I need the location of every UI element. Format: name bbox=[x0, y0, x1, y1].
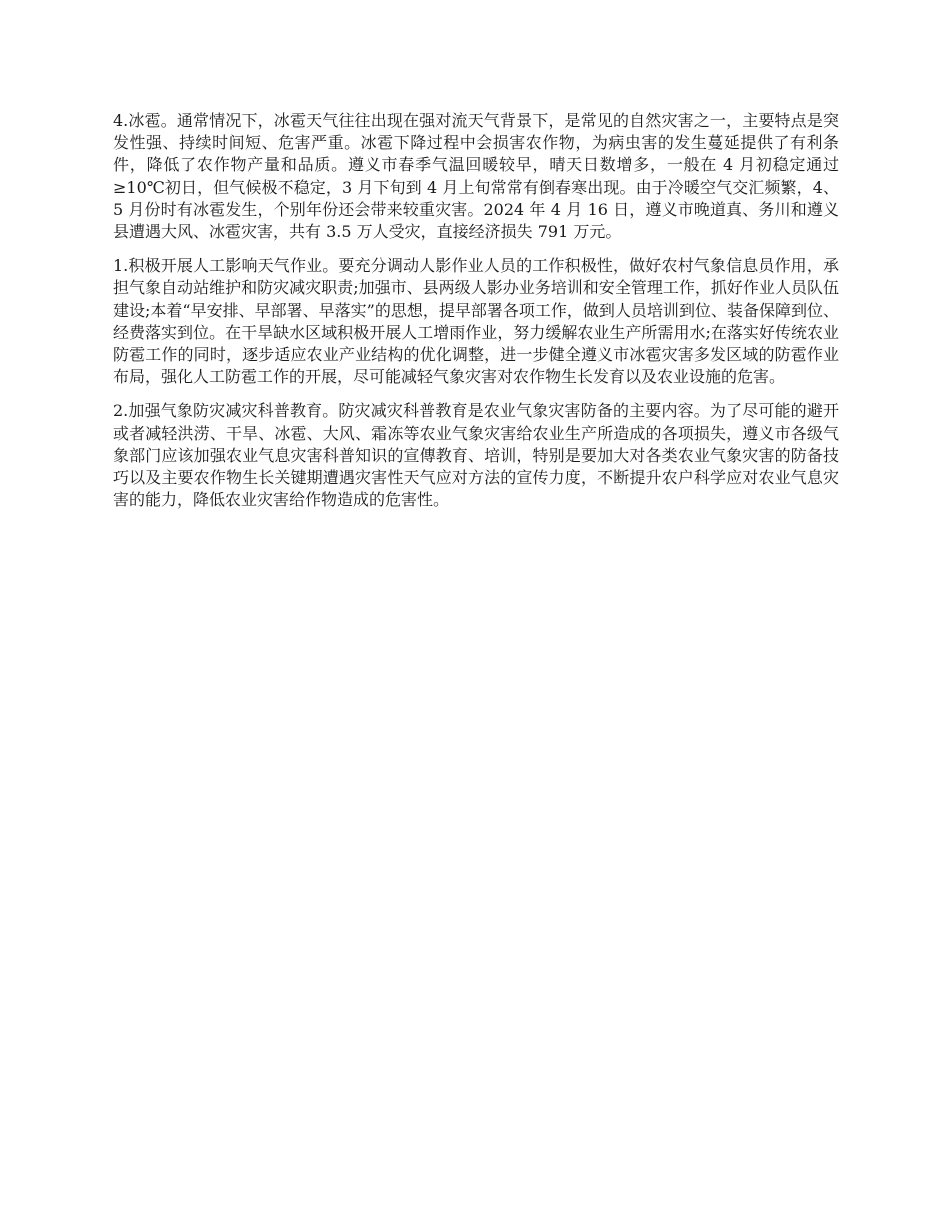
paragraph-artificial-weather: 1.积极开展人工影响天气作业。要充分调动人影作业人员的工作积极性，做好农村气象信息员作用，承担气象自动站维护和防灾减灾职责;加强市、县两级人影办业务培训和安全管理工作，抓好作业人员队伍建设;本着“早安排、早部署、早落实”的思想，提早部署各项工作，做到人员培训到位、装备保障到位、经费落实到位。在干旱缺水区域积极开展人工增雨作业，努力缓解农业生产所需用水;在落实好传统农业防雹工作的同时，逐步适应农业产业结构的优化调整，进一步健全遵义市冰雹灾害多发区域的防雹作业布局，强化人工防雹工作的开展，尽可能减轻气象灾害对农作物生长发育以及农业设施的危害。 bbox=[113, 256, 839, 387]
document-page bbox=[113, 110, 839, 523]
paragraph-disaster-education: 2.加强气象防灾减灾科普教育。防灾减灾科普教育是农业气象灾害防备的主要内容。为了尽可能的避开或者减轻洪涝、干旱、冰雹、大风、霜冻等农业气象灾害给农业生产所造成的各项损失，遵义市各级气象部门应该加强农业气息灾害科普知识的宣傳教育、培训，特别是要加大对各类农业气象灾害的防备技巧以及主要农作物生长关键期遭遇灾害性天气应对方法的宣传力度，不断提升农户科学应对农业气息灾害的能力，降低农业灾害给作物造成的危害性。 bbox=[113, 401, 839, 510]
paragraph-hail: 4.冰雹。通常情况下，冰雹天气往往出现在强对流天气背景下，是常见的自然灾害之一，主要特点是突发性强、持续时间短、危害严重。冰雹下降过程中会损害农作物，为病虫害的发生蔓延提供了有利条件，降低了农作物产量和品质。遵义市春季气温回暖较早，晴天日数增多，一般在 4 月初稳定通过≥10℃初日，但气候极不稳定，3 月下旬到 4 月上旬常常有倒春寒出现。由于冷暖空气交汇频繁，4、5 月份时有冰雹发生，个别年份还会带来较重灾害。2024 年 4 月 16 日，遵义市晚道真、务川和遵义县遭遇大风、冰雹灾害，共有 3.5 万人受灾，直接经济损失 791 万元。 bbox=[113, 111, 839, 242]
